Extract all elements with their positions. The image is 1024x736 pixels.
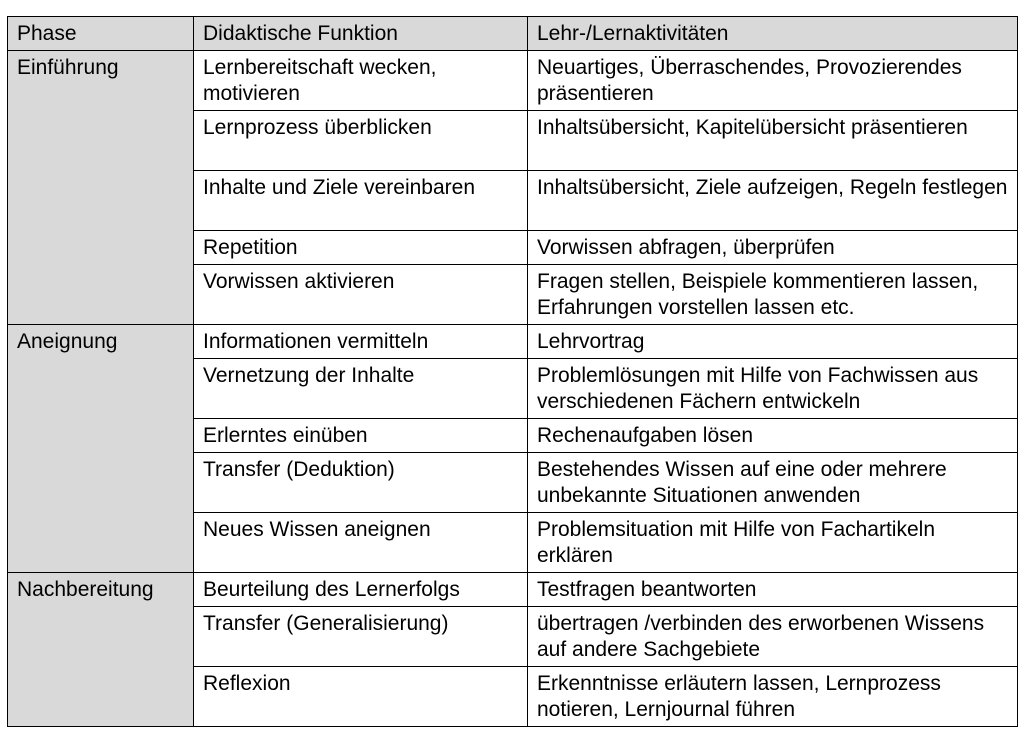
aktivitaet-cell: Fragen stellen, Beispiele kommentieren lassen, Erfahrungen vorstellen lassen etc. (528, 265, 1018, 325)
table-row (8, 51, 1018, 111)
aktivitaet-cell: Problemsituation mit Hilfe von Fachartikeln erklären (528, 513, 1018, 573)
funktion-cell: Informationen vermitteln (194, 325, 528, 359)
aktivitaet-cell: Vorwissen abfragen, überprüfen (528, 231, 1018, 265)
phase-cell-einfuehrung: Einführung (8, 51, 194, 325)
didactic-phases-table (7, 16, 1018, 727)
aktivitaet-cell: Problemlösungen mit Hilfe von Fachwissen aus verschiedenen Fächern entwickeln (528, 359, 1018, 419)
funktion-cell: Erlerntes einüben (194, 419, 528, 453)
aktivitaet-cell: übertragen /verbinden des erworbenen Wissens auf andere Sachgebiete (528, 607, 1018, 667)
funktion-cell: Lernprozess überblicken (194, 111, 528, 171)
funktion-cell: Beurteilung des Lernerfolgs (194, 573, 528, 607)
funktion-cell: Repetition (194, 231, 528, 265)
header-lehr-lernaktivitaeten: Lehr-/Lernaktivitäten (528, 17, 1018, 51)
funktion-cell: Vorwissen aktivieren (194, 265, 528, 325)
aktivitaet-cell: Bestehendes Wissen auf eine oder mehrere unbekannte Situationen anwenden (528, 453, 1018, 513)
phase-cell-nachbereitung: Nachbereitung (8, 573, 194, 727)
funktion-cell: Lernbereitschaft wecken, motivieren (194, 51, 528, 111)
table-header (8, 17, 1018, 51)
funktion-cell: Vernetzung der Inhalte (194, 359, 528, 419)
header-didaktische-funktion: Didaktische Funktion (194, 17, 528, 51)
aktivitaet-cell: Testfragen beantworten (528, 573, 1018, 607)
table-body (8, 51, 1018, 727)
aktivitaet-cell: Neuartiges, Überraschendes, Provozierendes präsentieren (528, 51, 1018, 111)
funktion-cell: Inhalte und Ziele vereinbaren (194, 171, 528, 231)
funktion-cell: Transfer (Deduktion) (194, 453, 528, 513)
aktivitaet-cell: Inhaltsübersicht, Ziele aufzeigen, Regeln festlegen (528, 171, 1018, 231)
funktion-cell: Reflexion (194, 667, 528, 727)
header-phase: Phase (8, 17, 194, 51)
aktivitaet-cell: Lehrvortrag (528, 325, 1018, 359)
table-row (8, 573, 1018, 607)
aktivitaet-cell: Erkenntnisse erläutern lassen, Lernprozess notieren, Lernjournal führen (528, 667, 1018, 727)
aktivitaet-cell: Rechenaufgaben lösen (528, 419, 1018, 453)
aktivitaet-cell: Inhaltsübersicht, Kapitelübersicht präsentieren (528, 111, 1018, 171)
funktion-cell: Transfer (Generalisierung) (194, 607, 528, 667)
table-row (8, 325, 1018, 359)
phase-cell-aneignung: Aneignung (8, 325, 194, 573)
funktion-cell: Neues Wissen aneignen (194, 513, 528, 573)
header-row (8, 17, 1018, 51)
